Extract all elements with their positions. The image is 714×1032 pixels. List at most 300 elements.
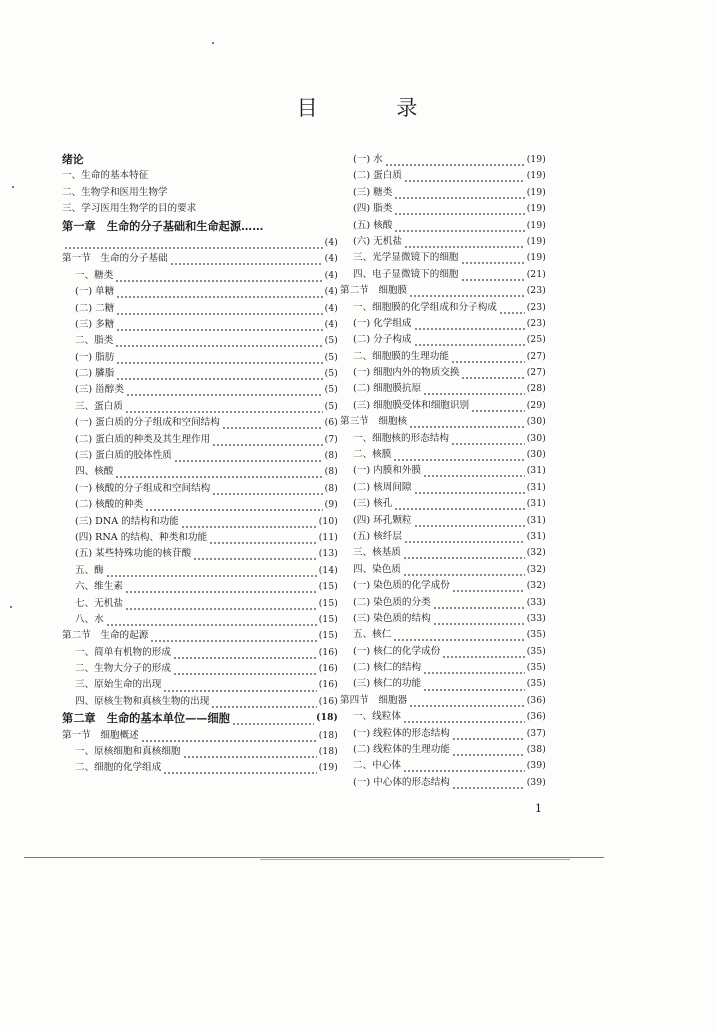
toc-entry [340,513,546,529]
toc-entry-title: (三) 染色质的结构 [353,612,431,624]
toc-entry [62,596,338,612]
toc-entry-title: (三) 糖类 [353,186,393,198]
toc-entry-page: (16) [318,680,338,691]
toc-entry-title: (三) 多糖 [75,318,115,330]
toc-entry [62,694,338,710]
toc-entry-title: 二、中心体 [353,760,401,772]
toc-entry-page: (32) [526,564,546,575]
toc-entry [62,350,338,366]
toc-entry-title: 四、染色质 [353,563,401,575]
dot-leader [115,268,322,284]
toc-entry [62,185,338,201]
toc-entry-page: (35) [526,663,546,674]
toc-entry [62,645,338,661]
toc-entry-title: (一) 核仁的化学成份 [353,645,441,657]
dot-leader [452,742,525,758]
toc-entry-title: (二) 核周间隙 [353,481,412,493]
toc-entry [340,414,546,430]
toc-entry-title: (二) 分子构成 [353,334,412,346]
toc-entry-page: (13) [318,549,338,560]
toc-entry-title: 八、水 [75,613,104,625]
toc-entry-title: 绪论 [62,152,84,166]
toc-entry [62,366,338,382]
dot-leader [404,168,525,184]
toc-entry [62,579,338,595]
toc-entry-page: (19) [318,763,338,774]
toc-entry [62,382,338,398]
toc-entry [340,562,546,578]
toc-entry-page: (19) [526,253,546,264]
dot-leader [461,365,524,381]
toc-entry-page: (38) [526,745,546,756]
toc-entry-page: (31) [526,499,546,510]
toc-entry-page: (5) [324,385,338,396]
toc-entry-title: (二) 蛋白质的种类及其生理作用 [75,433,211,445]
toc-entry-page: (23) [526,318,546,329]
toc-entry-title: (四) 环孔颗粒 [353,514,412,526]
dot-leader [170,251,323,267]
toc-left-column [62,152,338,777]
toc-entry [340,644,546,660]
toc-entry [62,546,338,562]
dot-leader [409,414,525,430]
toc-entry-title: (一) 脂肪 [75,351,115,363]
dot-leader [126,382,323,398]
dot-leader [409,283,525,299]
toc-entry-title: (六) 无机盐 [353,235,402,247]
toc-entry-title: 六、维生素 [75,581,123,593]
page-number: 1 [535,802,542,815]
toc-entry-page: (16) [318,647,338,658]
dot-leader [141,728,317,744]
toc-entry-title: (一) 线粒体的形态结构 [353,727,450,739]
dot-leader [442,644,524,660]
dot-leader [222,415,323,431]
toc-entry-title: (二) 膦脂 [75,368,115,380]
toc-entry [340,463,546,479]
toc-entry [340,267,546,283]
toc-entry [340,398,546,414]
toc-entry [340,234,546,250]
toc-entry-title: (二) 二糖 [75,302,115,314]
dot-leader [394,218,524,234]
toc-entry [62,301,338,317]
toc-entry [62,464,338,480]
toc-entry-title: 三、核基质 [353,547,401,559]
toc-entry-page: (5) [324,352,338,363]
toc-entry-page: (32) [526,581,546,592]
toc-entry-page: (15) [318,582,338,593]
toc-entry [62,432,338,448]
dot-leader [403,545,525,561]
dot-leader [116,350,322,366]
toc-entry-page: (4) [324,254,338,265]
dot-leader [423,463,525,479]
dot-leader [163,678,316,694]
dot-leader [115,464,322,480]
toc-entry-title: (五) 某些特殊功能的核苷酸 [75,548,192,560]
toc-entry-page: (15) [318,631,338,642]
toc-entry-page: (4) [324,237,338,248]
toc-entry-page: (23) [526,286,546,297]
bottom-rule [24,857,604,858]
dot-leader [393,627,524,643]
toc-entry-page: (19) [526,154,546,165]
toc-entry-title: 一、细胞核的形态结构 [353,432,449,444]
toc-entry-title: 第二节 生命的起源 [62,630,149,642]
dot-leader [212,481,322,497]
toc-entry-title: 第一节 细胞概述 [62,729,139,741]
toc-entry [340,250,546,266]
toc-entry-page: (19) [526,220,546,231]
toc-entry [340,578,546,594]
dot-leader [452,726,525,742]
toc-entry-title: 五、核仁 [353,629,392,641]
dot-leader [409,693,525,709]
toc-entry-title: 二、生物学和医用生物学 [62,186,168,198]
toc-entry-title: (四) 脂类 [353,203,393,215]
toc-entry [340,677,546,693]
dot-leader [433,611,525,627]
toc-entry-page: (18) [318,747,338,758]
dot-leader [423,381,525,397]
toc-entry [62,612,338,628]
toc-entry-page: (8) [324,451,338,462]
toc-entry-title: (三) 蛋白质的胶体性质 [75,450,172,462]
toc-entry-page: (11) [318,532,338,543]
toc-entry [62,251,338,267]
dot-leader [393,447,524,463]
toc-entry [62,317,338,333]
toc-entry-title: (二) 核仁的结构 [353,662,422,674]
dot-leader [471,398,525,414]
dot-leader [106,612,317,628]
toc-entry [62,661,338,677]
toc-entry [62,168,338,184]
toc-entry-page: (19) [526,204,546,215]
dot-leader [385,152,525,168]
toc-entry [62,481,338,497]
dot-leader [452,775,525,791]
dot-leader [414,332,525,348]
toc-entry-page: (10) [318,516,338,527]
dot-leader [394,201,524,217]
toc-entry [62,201,338,217]
toc-entry-page: (16) [318,696,338,707]
toc-entry-title: (二) 细胞膜抗原 [353,383,422,395]
toc-entry-title: 二、生物大分子的形成 [75,663,171,675]
scan-speck [10,606,12,608]
toc-entry-title: (五) 核酸 [353,219,393,231]
dot-leader [150,628,316,644]
dot-leader [183,744,317,760]
page-title: 目 录 [296,96,454,120]
toc-entry-page: (23) [526,302,546,313]
toc-entry-title: (一) 蛋白质的分子组成和空间结构 [75,417,220,429]
toc-entry [62,678,338,694]
toc-entry-page: (4) [324,303,338,314]
dot-leader [163,760,316,776]
toc-entry [340,316,546,332]
toc-entry-page: (27) [526,351,546,362]
toc-entry [340,758,546,774]
toc-entry-page: (4) [324,270,338,281]
scan-speck [212,42,214,44]
toc-entry-title: (三) 细胞膜受体和细胞识别 [353,399,470,411]
toc-entry [340,365,546,381]
dot-leader [461,250,525,266]
toc-entry-title: (三) 甾醇类 [75,384,124,396]
toc-entry-page: (36) [526,695,546,706]
toc-entry [340,693,546,709]
toc-entry-page: (4) [324,319,338,330]
dot-leader [404,234,525,250]
dot-leader [499,300,525,316]
toc-entry [62,497,338,513]
dot-leader [174,448,323,464]
bottom-rule-secondary [260,859,570,860]
toc-entry-page: (7) [324,434,338,445]
toc-entry-title: 四、电子显微镜下的细胞 [353,268,459,280]
toc-entry-page: (39) [526,777,546,788]
toc-entry-title: 五、酶 [75,564,104,576]
scan-speck [12,186,14,188]
dot-leader [181,514,317,530]
toc-entry-title: (三) 核孔 [353,498,393,510]
toc-entry [340,496,546,512]
dot-leader [211,694,316,710]
toc-entry [62,728,338,744]
toc-entry [62,333,338,349]
dot-leader [394,185,524,201]
toc-entry [62,710,338,727]
toc-entry-page: (33) [526,613,546,624]
toc-entry-page: (29) [526,400,546,411]
toc-entry [62,218,338,235]
dot-leader [115,333,322,349]
toc-entry-page: (21) [526,269,546,280]
toc-entry-title: (二) 染色质的分类 [353,596,431,608]
toc-entry-page: (19) [526,187,546,198]
toc-entry-page: (33) [526,597,546,608]
toc-entry [340,726,546,742]
toc-entry-page: (28) [526,384,546,395]
dot-leader [461,267,525,283]
dot-leader [403,758,525,774]
toc-entry-page: (19) [526,236,546,247]
toc-entry-page: (14) [318,565,338,576]
toc-entry-page: (16) [318,664,338,675]
toc-entry-title: (二) 蛋白质 [353,170,402,182]
toc-entry-page: (5) [324,336,338,347]
toc-entry-title: (一) 染色质的化学成份 [353,580,450,592]
toc-entry-title: 第四节 细胞器 [340,694,408,706]
toc-entry-page: (19) [526,171,546,182]
toc-entry [62,448,338,464]
toc-entry [340,742,546,758]
toc-entry-title: 第二节 细胞膜 [340,285,408,297]
toc-entry-page: (8) [324,483,338,494]
toc-entry-page: (31) [526,466,546,477]
toc-entry-title: (五) 核纤层 [353,530,402,542]
dot-leader [125,399,323,415]
toc-entry-title: 一、生命的基本特征 [62,170,149,182]
toc-entry-title: (一) 中心体的形态结构 [353,776,450,788]
toc-entry [340,168,546,184]
toc-entry-title: 一、简单有机物的形成 [75,646,171,658]
toc-entry [62,399,338,415]
toc-entry-title: 第二章 生命的基本单位——细胞 [62,711,230,726]
dot-leader [116,284,322,300]
dot-leader [232,711,314,727]
toc-entry-title: 三、蛋白质 [75,400,123,412]
toc-entry-title: 一、线粒体 [353,711,401,723]
toc-entry-page: (37) [526,728,546,739]
dot-leader [212,432,322,448]
toc-entry-title: 第一节 生命的分子基础 [62,253,168,265]
toc-entry-page: (31) [526,482,546,493]
toc-entry [340,595,546,611]
toc-entry-title: 二、核膜 [353,449,392,461]
toc-entry-title: (一) 化学组成 [353,317,412,329]
toc-entry-title: 四、核酸 [75,466,114,478]
toc-entry-page: (31) [526,515,546,526]
toc-entry-page: (4) [324,287,338,298]
toc-entry [62,152,338,168]
toc-entry-title: 二、脂类 [75,335,114,347]
dot-leader [193,546,317,562]
toc-entry [340,381,546,397]
toc-entry-title: (四) RNA 的结构、种类和功能 [75,531,208,543]
toc-entry-title: 一、细胞膜的化学组成和分子构成 [353,301,497,313]
toc-entry [340,775,546,791]
toc-entry-title: (二) 线粒体的生理功能 [353,744,450,756]
toc-entry-title: 三、学习医用生物学的目的要求 [62,203,197,215]
dot-leader [403,709,525,725]
toc-entry [62,284,338,300]
toc-entry-title: (一) 水 [353,153,383,165]
toc-entry-title: 七、无机盐 [75,597,123,609]
dot-leader [209,530,317,546]
toc-entry [340,545,546,561]
toc-entry-title: 第三节 细胞核 [340,416,408,428]
toc-entry-page: (30) [526,450,546,461]
dot-leader [451,349,525,365]
toc-entry-page: (8) [324,467,338,478]
toc-entry [340,709,546,725]
toc-entry-page: (30) [526,433,546,444]
dot-leader [125,596,317,612]
dot-leader [414,513,525,529]
toc-entry-title: 一、原核细胞和真核细胞 [75,746,181,758]
dot-leader [404,529,525,545]
dot-leader [173,645,317,661]
toc-entry-page: (5) [324,369,338,380]
toc-entry-page: (5) [324,401,338,412]
toc-entry-title: 三、光学显微镜下的细胞 [353,252,459,264]
dot-leader [106,563,317,579]
dot-leader [451,431,525,447]
toc-entry-page: (31) [526,531,546,542]
dot-leader [116,317,322,333]
dot-leader [145,497,323,513]
toc-entry [62,628,338,644]
toc-entry-page: (18) [318,730,338,741]
toc-entry-page: (39) [526,761,546,772]
toc-entry-title: (三) DNA 的结构和功能 [75,515,179,527]
toc-entry-page: (36) [526,712,546,723]
toc-entry-title: 第一章 生命的分子基础和生命起源…… [62,218,264,233]
toc-entry-page: (30) [526,417,546,428]
toc-entry-title: (二) 核酸的种类 [75,499,144,511]
toc-entry [340,201,546,217]
toc-entry-page: (15) [318,614,338,625]
toc-entry [340,185,546,201]
dot-leader [116,366,322,382]
dot-leader [64,235,323,251]
dot-leader [433,595,525,611]
toc-entry [340,480,546,496]
dot-leader [452,578,525,594]
toc-entry-page: (35) [526,646,546,657]
toc-entry [340,447,546,463]
toc-entry-page: (6) [324,418,338,429]
toc-right-column [340,152,546,791]
toc-entry [340,660,546,676]
dot-leader [116,301,322,317]
toc-entry [340,611,546,627]
toc-entry-title: 三、原始生命的出现 [75,679,162,691]
toc-entry [340,152,546,168]
toc-entry-title: (一) 单糖 [75,286,115,298]
toc-entry-title: 四、原核生物和真核生物的出现 [75,695,210,707]
toc-entry [62,514,338,530]
toc-entry [62,760,338,776]
toc-entry [62,563,338,579]
toc-entry-title: 一、糖类 [75,269,114,281]
toc-entry-title: 二、细胞的化学组成 [75,762,162,774]
toc-entry [62,415,338,431]
toc-entry-title: (一) 核酸的分子组成和空间结构 [75,482,211,494]
toc-entry [62,530,338,546]
toc-entry [62,235,338,251]
dot-leader [394,496,524,512]
toc-entry [62,744,338,760]
toc-entry [340,529,546,545]
toc-entry [340,431,546,447]
toc-entry-page: (15) [318,598,338,609]
toc-entry-page: (32) [526,548,546,559]
toc-entry-title: (一) 细胞内外的物质交换 [353,367,460,379]
toc-entry-page: (35) [526,630,546,641]
toc-entry-title: (一) 内膜和外膜 [353,465,422,477]
toc-entry-page: (9) [324,500,338,511]
toc-entry-page: (35) [526,679,546,690]
dot-leader [414,316,525,332]
dot-leader [414,480,525,496]
dot-leader [173,661,317,677]
dot-leader [403,562,525,578]
dot-leader [125,579,317,595]
toc-entry-title: (三) 核仁的功能 [353,678,422,690]
toc-entry [340,218,546,234]
toc-entry [62,268,338,284]
dot-leader [423,660,525,676]
toc-entry [340,332,546,348]
toc-entry-title: 二、细胞膜的生理功能 [353,350,449,362]
toc-entry [340,300,546,316]
toc-entry-page: (18) [316,713,338,724]
